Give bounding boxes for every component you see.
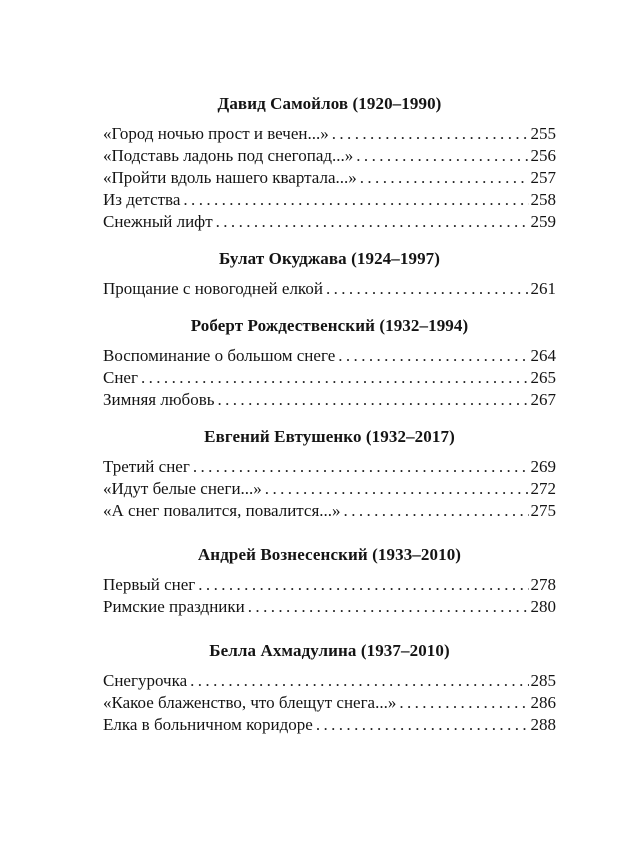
- entry-title: Третий снег: [103, 457, 190, 476]
- toc-entry[interactable]: [103, 389, 556, 411]
- entry-title: «Пройти вдоль нашего квартала...»: [103, 168, 357, 187]
- toc-entry[interactable]: [103, 670, 556, 692]
- entry-page-number: 255: [530, 124, 556, 143]
- entry-title: Первый снег: [103, 575, 196, 594]
- toc-entry[interactable]: [103, 596, 556, 618]
- toc-entry[interactable]: [103, 278, 556, 300]
- section-spacer: [103, 233, 556, 248]
- entry-list: [103, 670, 556, 736]
- entry-title: «Город ночью прост и вечен...»: [103, 124, 329, 143]
- toc-entry[interactable]: [103, 574, 556, 596]
- entry-page-number: 256: [530, 146, 556, 165]
- entry-title: Елка в больничном коридоре: [103, 715, 313, 734]
- toc-entry[interactable]: [103, 145, 556, 167]
- toc-section-rozhdestvensky: [103, 315, 556, 411]
- toc-entry[interactable]: [103, 345, 556, 367]
- entry-title: Снегурочка: [103, 671, 188, 690]
- entry-title: Прощание с новогодней елкой: [103, 279, 323, 298]
- toc-entry[interactable]: [103, 714, 556, 736]
- entry-page-number: 267: [530, 390, 556, 409]
- entry-page-number: 257: [530, 168, 556, 187]
- dot-leader: [190, 670, 528, 692]
- toc-entry[interactable]: [103, 189, 556, 211]
- author-heading: Андрей Вознесенский (1933–2010): [197, 545, 462, 564]
- section-spacer: [103, 618, 556, 640]
- dot-leader: [248, 596, 529, 618]
- dot-leader: [198, 574, 528, 596]
- section-spacer: [103, 300, 556, 315]
- dot-leader: [193, 456, 529, 478]
- entry-page-number: 258: [530, 190, 556, 209]
- toc-entry[interactable]: [103, 367, 556, 389]
- entry-list: [103, 278, 556, 300]
- toc-section-akhmadulina: [103, 640, 556, 736]
- table-of-contents: [103, 93, 556, 736]
- dot-leader: [141, 367, 529, 389]
- entry-title: «Идут белые снеги...»: [103, 479, 262, 498]
- entry-title: Римские праздники: [103, 597, 245, 616]
- entry-title: «А снег повалится, повалится...»: [103, 501, 341, 520]
- dot-leader: [216, 211, 529, 233]
- toc-entry[interactable]: [103, 167, 556, 189]
- dot-leader: [360, 167, 529, 189]
- dot-leader: [326, 278, 529, 300]
- entry-list: [103, 123, 556, 233]
- toc-section-samoylov: [103, 93, 556, 233]
- toc-entry[interactable]: [103, 211, 556, 233]
- entry-title: Снег: [103, 368, 138, 387]
- entry-page-number: 275: [530, 501, 556, 520]
- entry-page-number: 272: [530, 479, 556, 498]
- entry-page-number: 285: [530, 671, 556, 690]
- author-heading: Роберт Рождественский (1932–1994): [190, 316, 469, 335]
- toc-entry[interactable]: [103, 123, 556, 145]
- dot-leader: [183, 189, 528, 211]
- entry-list: [103, 574, 556, 618]
- entry-list: [103, 456, 556, 522]
- entry-page-number: 278: [530, 575, 556, 594]
- section-spacer: [103, 411, 556, 426]
- toc-section-voznesensky: [103, 544, 556, 618]
- entry-title: «Подставь ладонь под снегопад...»: [103, 146, 354, 165]
- toc-section-okudzhava: [103, 248, 556, 300]
- author-heading: Давид Самойлов (1920–1990): [217, 94, 442, 113]
- entry-page-number: 288: [530, 715, 556, 734]
- dot-leader: [356, 145, 528, 167]
- dot-leader: [316, 714, 529, 736]
- author-heading: Белла Ахмадулина (1937–2010): [209, 641, 450, 660]
- entry-list: [103, 345, 556, 411]
- entry-title: Снежный лифт: [103, 212, 213, 231]
- entry-page-number: 261: [530, 279, 556, 298]
- toc-entry[interactable]: [103, 500, 556, 522]
- toc-section-evtushenko: [103, 426, 556, 522]
- toc-entry[interactable]: [103, 692, 556, 714]
- author-heading: Булат Окуджава (1924–1997): [218, 249, 441, 268]
- entry-title: Из детства: [103, 190, 181, 209]
- dot-leader: [217, 389, 528, 411]
- author-heading: Евгений Евтушенко (1932–2017): [204, 427, 455, 446]
- dot-leader: [399, 692, 528, 714]
- dot-leader: [344, 500, 529, 522]
- section-spacer: [103, 522, 556, 544]
- entry-page-number: 265: [530, 368, 556, 387]
- entry-page-number: 264: [530, 346, 556, 365]
- entry-page-number: 280: [530, 597, 556, 616]
- entry-title: «Какое блаженство, что блещут снега...»: [103, 693, 397, 712]
- entry-page-number: 269: [530, 457, 556, 476]
- entry-page-number: 286: [530, 693, 556, 712]
- toc-entry[interactable]: [103, 456, 556, 478]
- dot-leader: [338, 345, 528, 367]
- entry-title: Зимняя любовь: [103, 390, 215, 409]
- dot-leader: [332, 123, 529, 145]
- dot-leader: [265, 478, 529, 500]
- entry-page-number: 259: [530, 212, 556, 231]
- entry-title: Воспоминание о большом снеге: [103, 346, 336, 365]
- toc-entry[interactable]: [103, 478, 556, 500]
